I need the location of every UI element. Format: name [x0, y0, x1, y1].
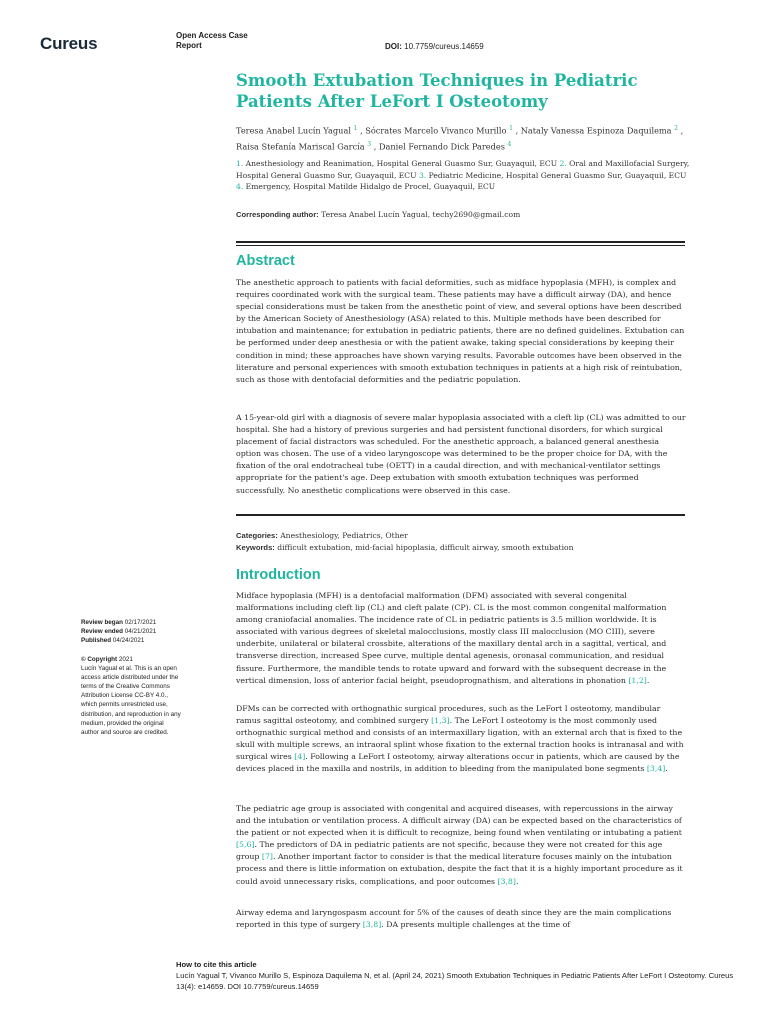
citation-link[interactable]: [3,8]: [497, 876, 516, 886]
journal-logo: Cureus: [40, 34, 98, 53]
author-name: , Daniel Fernando Dick Paredes: [373, 141, 505, 152]
section-divider: [236, 245, 685, 246]
how-to-cite-heading: How to cite this article: [176, 960, 257, 969]
paragraph-text: Midface hypoplasia (MFH) is a dentofacial malformation (DFM) associated with several congenital malformations including cleft lip (CL) and cleft palate (CP). CL is the most common congenital malformation among craniofacial anomalies. The incidence rate of CL in pediatric patients is 3.5 million worldwide. It is associated with various degrees of skeletal malocclusions, mostly class III malocclusion (MO CIII), severe underbite, unilateral or bilateral crossbite, alterations of the maxillary dental arch in a sagittal, vertical, and transverse direction, increased Spee curve, multiple dental agenesis, oronasal communication, and residual fissure. Furthermore, the mandible tends to rotate upward and forward with the subsequent decrease in the vertical dimension, loss of anterior facial height, pseudoprognathism, and alterations in phonation: [236, 591, 667, 685]
review-began-date: 02/17/2021: [123, 619, 157, 626]
affiliation-text: Anesthesiology and Reanimation, Hospital General Guasmo Sur, Guayaquil, ECU: [243, 159, 560, 168]
body-paragraph: [236, 907, 686, 931]
abstract-paragraph: A 15-year-old girl with a diagnosis of severe malar hypoplasia associated with a cleft lip (CL) was admitted to our hospital. She had a history of previous surgeries and had persistent functional disorders, for which surgical placement of facial distractors was scheduled. For the anesthetic approach, a balanced general anesthesia option was chosen. The use of a video laryngoscope was determined to be the proper choice for DA, with the fixation of the oral endotracheal tube (OETT) in a caudal direction, and with mechanical-ventilator settings appropriate for the patient's age. Deep extubation with smooth extubation techniques was performed successfully. No anesthetic complications were observed in this case.: [236, 413, 686, 495]
published-label: Published: [81, 637, 112, 645]
paragraph-text: The pediatric age group is associated with congenital and acquired diseases, with repercussions in the airway and the intubation or ventilation process. A difficult airway (DA) can be expected based on the characteristics of the patient or not expected when it is difficult to recognize, being found when ventilating or intubating a patient: [236, 804, 682, 838]
author-affiliation-ref[interactable]: 1: [353, 125, 358, 132]
doi: [385, 42, 484, 51]
author-name: , Raisa Stefanía Mariscal García: [236, 125, 684, 152]
article-type-line1: Open Access Case: [176, 31, 248, 40]
review-ended: [81, 627, 181, 636]
doi-value[interactable]: 10.7759/cureus.14659: [404, 42, 484, 51]
paragraph-text: Airway edema and laryngospasm account for 5% of the causes of death since they are the main complications reported in this type of surgery: [236, 908, 672, 930]
paragraph-text: . Following a LeFort I osteotomy, airway alterations occur in patients, which are caused by the devices placed in the maxilla and nostrils, in addition to bleeding from the manipulated bone segments: [236, 752, 680, 774]
paragraph-text: .: [665, 764, 668, 774]
doi-label: DOI:: [385, 42, 402, 51]
corresponding-author-value[interactable]: Teresa Anabel Lucín Yagual, techy2690@gmail.com: [318, 210, 521, 219]
author-list: [236, 122, 696, 153]
citation-link[interactable]: [7]: [261, 852, 273, 862]
body-paragraph: [236, 803, 686, 888]
article-title: Smooth Extubation Techniques in Pediatric Patients After LeFort I Osteotomy: [236, 71, 638, 111]
citation-link[interactable]: [3,4]: [646, 764, 666, 774]
affiliation-number: 3.: [418, 170, 427, 180]
copyright-label: © Copyright: [81, 656, 118, 663]
author-name: Teresa Anabel Lucín Yagual: [236, 125, 351, 136]
citation-link[interactable]: [3,8]: [362, 920, 382, 930]
affiliations: [236, 158, 691, 193]
citation-link[interactable]: [5,6]: [236, 840, 255, 850]
author-name: , Sócrates Marcelo Vivanco Murillo: [360, 125, 507, 136]
published-date: 04/24/2021: [111, 637, 145, 645]
abstract-heading: Abstract: [236, 253, 295, 269]
review-began: [81, 618, 181, 627]
body-paragraph: [236, 590, 686, 687]
section-divider: [236, 241, 685, 243]
published: [81, 636, 181, 645]
affiliation-number: 2.: [559, 159, 567, 168]
paragraph-text: . DA presents multiple challenges at the time of: [381, 920, 571, 930]
keywords-label: Keywords:: [236, 543, 275, 552]
copyright-line: [81, 655, 181, 664]
affiliation-number: 4.: [236, 182, 244, 191]
affiliation-text: Oral and Maxillofacial Surgery, Hospital General Guasmo Sur, Guayaquil, ECU: [236, 159, 690, 180]
categories-value[interactable]: Anesthesiology, Pediatrics, Other: [277, 531, 408, 540]
keywords: [236, 542, 686, 554]
citation-link[interactable]: [1,2]: [628, 675, 647, 685]
affiliation-number: 1.: [236, 159, 244, 168]
author-affiliation-ref[interactable]: 3: [367, 140, 372, 148]
categories-label: Categories:: [236, 531, 278, 540]
corresponding-author: [236, 210, 696, 219]
affiliation-text: Emergency, Hospital Matilde Hidalgo de Procel, Guayaquil, ECU: [243, 182, 496, 191]
review-ended-date: 04/21/2021: [123, 628, 157, 636]
affiliation-text: Pediatric Medicine, Hospital General Guasmo Sur, Guayaquil, ECU: [426, 170, 687, 180]
review-ended-label: Review ended: [81, 628, 123, 636]
paragraph-text: . Another important factor to consider is that the medical literature focuses mainly on the intubation process and there is little information on extubation, despite the fact that it is a highly important procedure as it could avoid unnecessary risks, complications, and poor outcomes: [236, 852, 683, 886]
body-paragraph: [236, 703, 686, 776]
abstract-paragraph: The anesthetic approach to patients with facial deformities, such as midface hypoplasia (MFH), is complex and requires coordinated work with the surgical team. These patients may have a difficult airway (DA), and hence special considerations must be taken from the anesthetic point of view, and several options have been described by the American Society of Anesthesiology (ASA) related to this. Multiple methods have been described for intubation and maintenance; for extubation in pediatric patients, there are no defined guidelines. Extubation can be performed under deep anesthesia or with the patient awake, taking special considerations by keeping their condition in mind; these approaches have shown varying results. Favorable outcomes have been observed in the literature and personal experiences with smooth extubation techniques in patients at a high risk of reintubation, such as those with dentofacial deformities and the pediatric population.: [236, 278, 685, 384]
section-divider: [236, 514, 685, 516]
introduction-heading: Introduction: [236, 567, 321, 583]
citation-link[interactable]: [4]: [294, 752, 306, 762]
keywords-value: difficult extubation, mid-facial hipoplasia, difficult airway, smooth extubation: [274, 543, 574, 552]
paragraph-text: DFMs can be corrected with orthognathic surgical procedures, such as the LeFort I osteotomy, mandibular ramus sagittal osteotomy, and combined surgery: [236, 704, 661, 726]
author-affiliation-ref[interactable]: 1: [509, 125, 513, 132]
license-text: Lucín Yagual et al. This is an open access article distributed under the terms of the Creative Commons Attribution License CC-BY 4.0., which permits unrestricted use, distribution, and reproduction in any medium, provided the original author and source are credited.: [81, 665, 181, 736]
how-to-cite-text: Lucín Yagual T, Vivanco Murillo S, Espinoza Daquilema N, et al. (April 24, 2021) Smooth Extubation Techniques in Pediatric Patients After LeFort I Osteotomy. Cureus 13(4): e14659. DOI 10.7759/cureus.14659: [176, 971, 734, 991]
categories: [236, 530, 686, 542]
corresponding-author-label: Corresponding author:: [236, 210, 319, 219]
review-dates: [81, 618, 181, 645]
paragraph-text: .: [646, 675, 650, 685]
author-affiliation-ref[interactable]: 4: [507, 140, 512, 148]
paragraph-text: . The predictors of DA in pediatric patients are not specific, because they were not created for this age group: [236, 840, 663, 862]
author-name: , Nataly Vanessa Espinoza Daquilema: [515, 125, 672, 136]
article-type-line2: Report: [176, 41, 202, 50]
author-affiliation-ref[interactable]: 2: [674, 125, 678, 132]
citation-link[interactable]: [1,3]: [431, 716, 450, 726]
paragraph-text: . The LeFort I osteotomy is the most commonly used orthognathic surgical method and consists of an intermaxillary ligation, with an external arch that is fixed to the skull with multiple screws, an intraoral splint whose fixation to the external traction hooks is intranasal and with surgical wires: [236, 716, 684, 762]
copyright-year: 2021: [117, 656, 133, 663]
review-began-label: Review began: [81, 619, 123, 626]
article-type: [176, 31, 248, 51]
paragraph-text: .: [515, 876, 519, 886]
copyright: [81, 655, 181, 737]
